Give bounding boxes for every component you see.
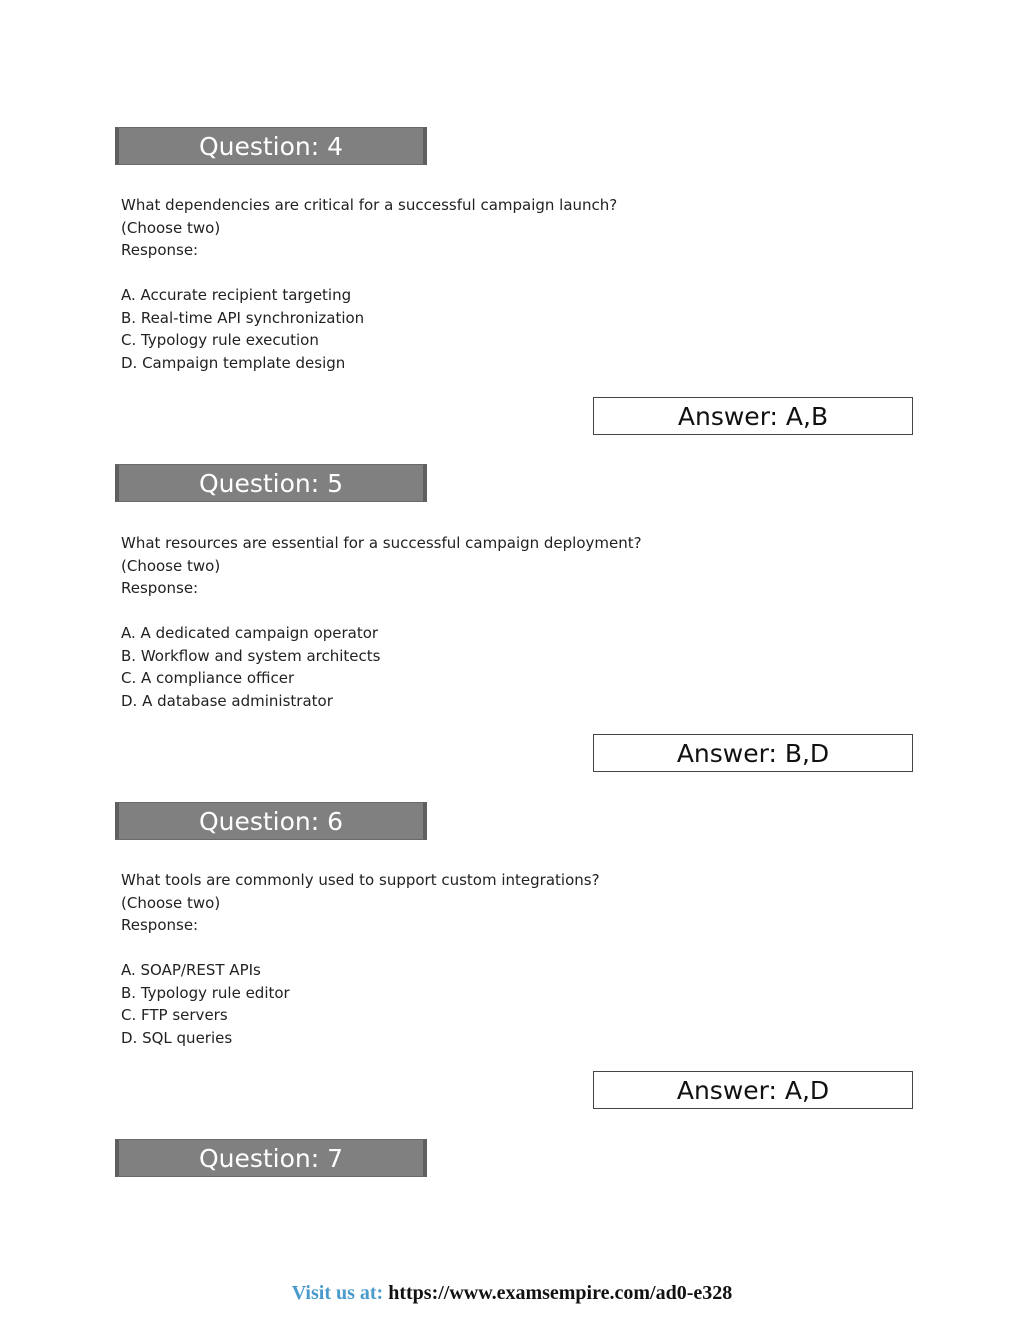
answer-box (593, 734, 913, 772)
question-header (115, 464, 427, 502)
footer-url-link[interactable]: https://www.examsempire.com/ad0-e328 (388, 1282, 733, 1304)
option-a: A. SOAP/REST APIs (121, 961, 261, 979)
option-a: A. A dedicated campaign operator (121, 624, 379, 642)
footer (0, 1280, 1024, 1306)
option-c: C. Typology rule execution (121, 331, 319, 349)
question-title: Question: 7 (198, 1144, 344, 1173)
footer-visit-label: Visit us at: (291, 1282, 384, 1304)
question-choose-note: (Choose two) (121, 556, 221, 575)
question-body (121, 532, 681, 712)
option-a: A. Accurate recipient targeting (121, 286, 352, 304)
question-response-label: Response: (121, 916, 199, 934)
spacer (121, 262, 681, 285)
question-title: Question: 5 (198, 469, 344, 498)
question-choose-note: (Choose two) (121, 893, 221, 912)
answer-box (593, 1071, 913, 1109)
option-b: B. Real-time API synchronization (121, 308, 365, 327)
question-prompt: What dependencies are critical for a successful campaign launch? (121, 196, 618, 214)
question-title: Question: 6 (198, 807, 344, 836)
spacer (121, 600, 681, 623)
answer-text: Answer: B,D (676, 739, 830, 768)
option-c: C. FTP servers (121, 1006, 228, 1024)
option-b: B. Typology rule editor (121, 983, 290, 1002)
option-b: B. Workflow and system architects (121, 646, 381, 665)
question-response-label: Response: (121, 241, 199, 259)
answer-text: Answer: A,D (676, 1076, 830, 1105)
question-header (115, 1139, 427, 1177)
question-prompt: What resources are essential for a successful campaign deployment? (121, 534, 642, 552)
option-d: D. SQL queries (121, 1028, 233, 1047)
answer-box (593, 397, 913, 435)
question-header (115, 127, 427, 165)
option-d: D. A database administrator (121, 691, 333, 710)
spacer (121, 937, 681, 960)
answer-text: Answer: A,B (677, 402, 829, 431)
option-d: D. Campaign template design (121, 353, 346, 372)
question-response-label: Response: (121, 579, 199, 597)
question-body (121, 869, 681, 1049)
question-prompt: What tools are commonly used to support custom integrations? (121, 871, 600, 889)
question-body (121, 194, 681, 374)
option-c: C. A compliance officer (121, 669, 295, 687)
question-choose-note: (Choose two) (121, 218, 221, 237)
question-header (115, 802, 427, 840)
question-title: Question: 4 (198, 132, 344, 161)
